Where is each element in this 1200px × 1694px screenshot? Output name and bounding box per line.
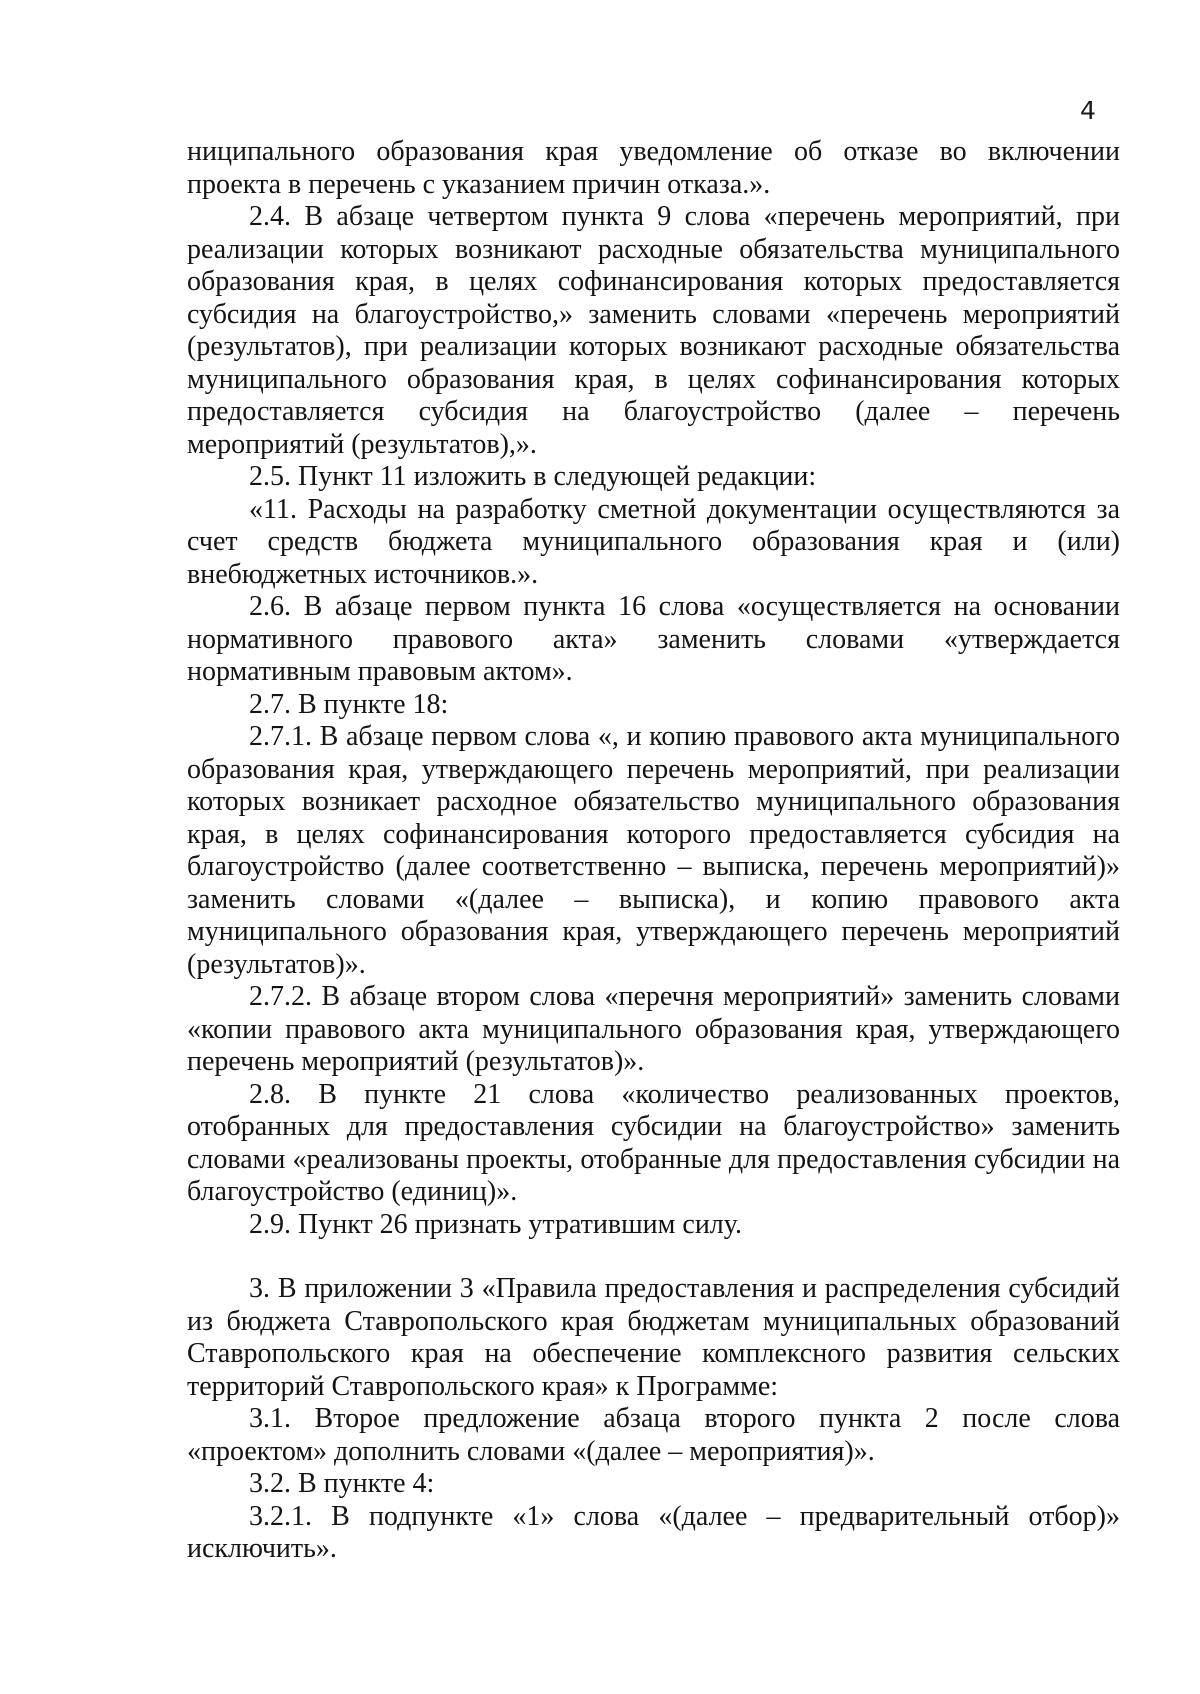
paragraph-3: 3. В приложении 3 «Правила предоставления и распределения субсидий из бюджета Ставропольского края бюджетам муниципальных образований Ставропольского края на обеспечение комплексного развития сельских территорий Ставропольского края» к Программе: [187,1273,1120,1402]
page-number: 4 [1080,96,1096,125]
paragraph-2-5-quote: «11. Расходы на разработку сметной документации осуществляются за счет средств бюджета муниципального образования края и (или) внебюджетных источников.». [187,493,1120,590]
paragraph-2-9: 2.9. Пункт 26 признать утратившим силу. [249,1208,742,1240]
paragraph-3-1: 3.1. Второе предложение абзаца второго пункта 2 после слова «проектом» дополнить словами «(далее – мероприятия)». [187,1403,1120,1467]
paragraph-2-4: 2.4. В абзаце четвертом пункта 9 слова «перечень мероприятий, при реализации которых возникают расходные обязательства муниципального образования края, в целях софинансирования которых предоставляется субсидия на благоустройство,» заменить словами «перечень мероприятий (результатов), при реализации которых возникают расходные обязательства муниципального образования края, в целях софинансирования которых предоставляется субсидия на благоустройство (далее – перечень мероприятий (результатов),». [187,201,1120,460]
document-body [187,136,1120,1566]
paragraph-2-6: 2.6. В абзаце первом пункта 16 слова «осуществляется на основании нормативного правового акта» заменить словами «утверждается нормативным правовым актом». [187,591,1120,687]
paragraph-3-2-1: 3.2.1. В подпункте «1» слова «(далее – предварительный отбор)» исключить». [187,1500,1120,1564]
paragraph-2-7-1: 2.7.1. В абзаце первом слова «, и копию правового акта муниципального образования края, утверждающего перечень мероприятий, при реализации которых возникает расходное обязательство муниципального образования края, в целях софинансирования которого предоставляется субсидия на благоустройство (далее соответственно – выписка, перечень мероприятий)» заменить словами «(далее – выписка), и копию правового акта муниципального образования края, утверждающего перечень мероприятий (результатов)». [187,721,1120,980]
paragraph-3-2: 3.2. В пункте 4: [249,1468,435,1499]
paragraph-2-7: 2.7. В пункте 18: [249,688,449,720]
paragraph-2-8: 2.8. В пункте 21 слова «количество реализованных проектов, отобранных для предоставления субсидии на благоустройство» заменить словами «реализованы проекты, отобранные для предоставления субсидии на благоустройство (единиц)». [187,1078,1120,1207]
paragraph-2-5: 2.5. Пункт 11 изложить в следующей редакции: [249,461,817,492]
paragraph-2-7-2: 2.7.2. В абзаце втором слова «перечня мероприятий» заменить словами «копии правового акта муниципального образования края, утверждающего перечень мероприятий (результатов)». [187,981,1120,1077]
paragraph-continuation: ниципального образования края уведомление об отказе во включении проекта в перечень с указанием причин отказа.». [187,136,1120,200]
section-gap [187,1241,1120,1273]
